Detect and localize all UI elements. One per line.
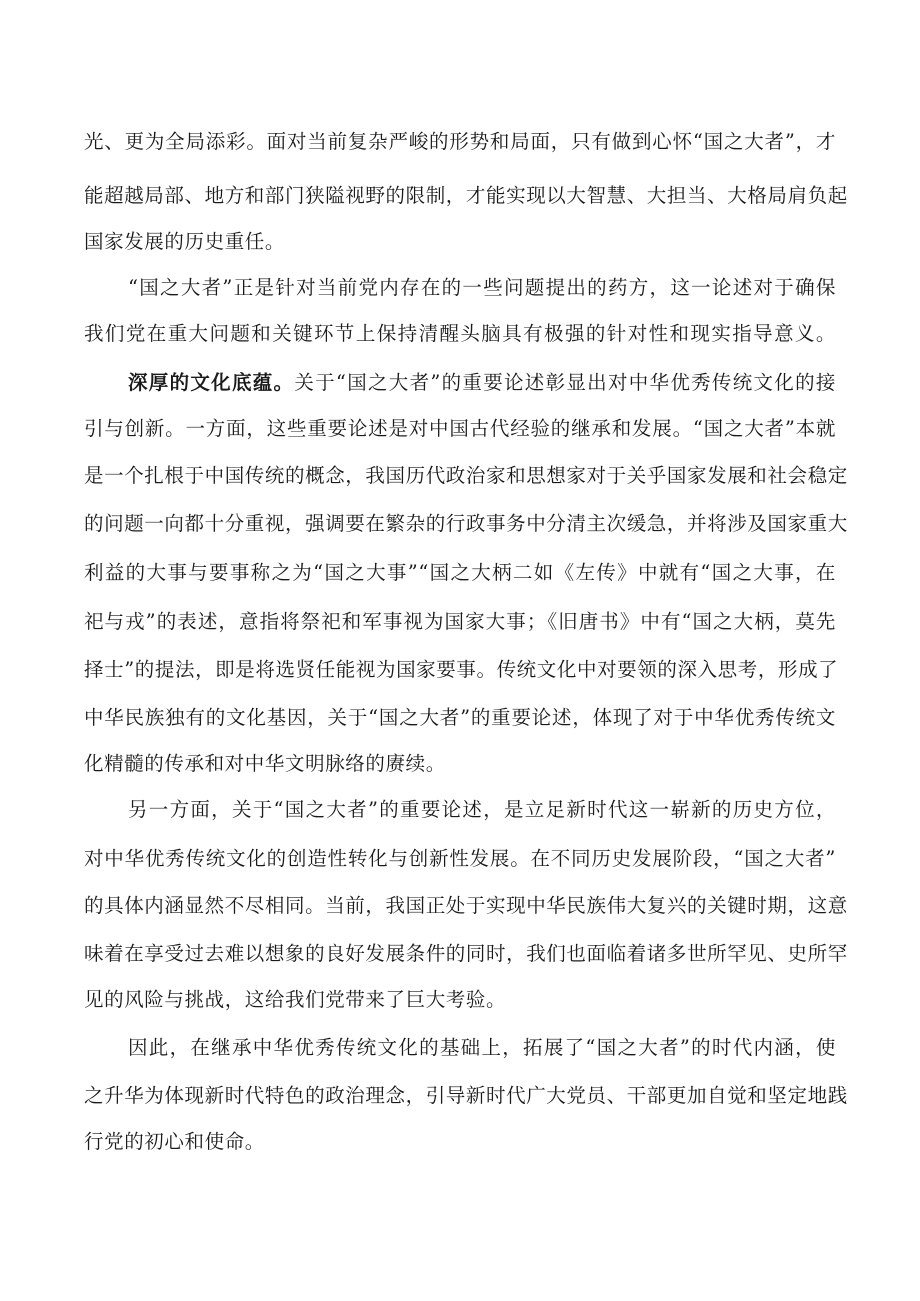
paragraph-4-line-2: 对中华优秀传统文化的创造性转化与创新性发展。在不同历史发展阶段，“国之大者” (84, 847, 836, 870)
paragraph-3-line-8: 中华民族独有的文化基因，关于“国之大者”的重要论述，体现了对于中华优秀传统文 (84, 706, 836, 729)
paragraph-4-line-4: 味着在享受过去难以想象的良好发展条件的同时，我们也面临着诸多世所罕见、史所罕 (84, 942, 848, 965)
paragraph-3-line-4: 的问题一向都十分重视，强调要在繁杂的行政事务中分清主次缓急，并将涉及国家重大 (84, 512, 848, 535)
paragraph-3-line-3: 是一个扎根于中国传统的概念，我国历代政治家和思想家对于关乎国家发展和社会稳定 (84, 464, 848, 487)
paragraph-3-line-1 (128, 369, 836, 397)
paragraph-3-line-2: 引与创新。一方面，这些重要论述是对中国古代经验的继承和发展。“国之大者”本就 (84, 417, 836, 440)
section-heading: 深厚的文化底蕴。 (128, 371, 295, 394)
paragraph-2-line-1: “国之大者”正是针对当前党内存在的一些问题提出的药方，这一论述对于确保 (128, 276, 836, 299)
paragraph-3-line-5: 利益的大事与要事称之为“国之大事”“国之大柄二如《左传》中就有“国之大事，在 (84, 561, 836, 584)
paragraph-1-line-3: 国家发展的历史重任。 (84, 230, 286, 253)
paragraph-5-line-1: 因此，在继承中华优秀传统文化的基础上，拓展了“国之大者”的时代内涵，使 (128, 1036, 836, 1059)
paragraph-5-line-2: 之升华为体现新时代特色的政治理念，引导新时代广大党员、干部更加自觉和坚定地践 (84, 1084, 848, 1107)
paragraph-5-line-3: 行党的初心和使命。 (84, 1130, 265, 1153)
paragraph-1-line-2: 能超越局部、地方和部门狭隘视野的限制，才能实现以大智慧、大担当、大格局肩负起 (84, 184, 848, 207)
paragraph-4-line-1: 另一方面，关于“国之大者”的重要论述，是立足新时代这一崭新的历史方位， (128, 798, 836, 821)
paragraph-3-line-9: 化精髓的传承和对中华文明脉络的赓续。 (84, 752, 446, 775)
paragraph-2-line-2: 我们党在重大问题和关键环节上保持清醒头脑具有极强的针对性和现实指导意义。 (84, 322, 836, 345)
paragraph-1-line-1: 光、更为全局添彩。面对当前复杂严峻的形势和局面，只有做到心怀“国之大者”，才 (84, 130, 836, 153)
paragraph-4-line-5: 见的风险与挑战，这给我们党带来了巨大考验。 (84, 988, 507, 1011)
paragraph-3-line-7: 择士”的提法，即是将选贤任能视为国家要事。传统文化中对要领的深入思考，形成了 (84, 658, 839, 681)
paragraph-4-line-3: 的具体内涵显然不尽相同。当前，我国正处于实现中华民族伟大复兴的关键时期，这意 (84, 894, 848, 917)
paragraph-3-line-1-text: 关于“国之大者”的重要论述彰显出对中华优秀传统文化的接 (294, 371, 836, 394)
paragraph-3-line-6: 祀与戎”的表述，意指将祭祀和军事视为国家大事；《旧唐书》中有“国之大柄，莫先 (84, 610, 836, 633)
